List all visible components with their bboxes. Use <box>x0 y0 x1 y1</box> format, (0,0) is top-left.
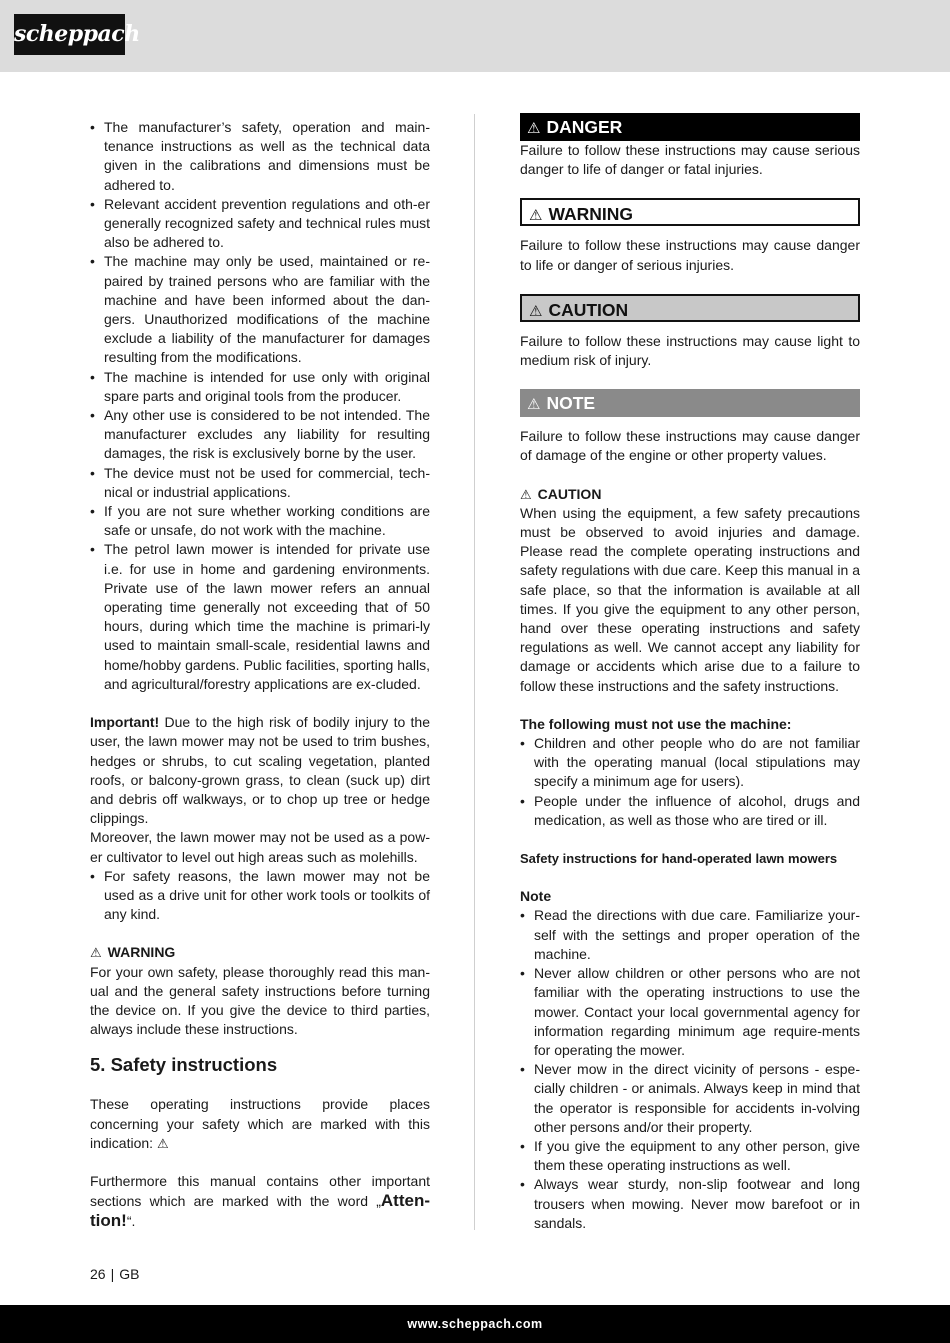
list-item: • The petrol lawn mower is intended for private use i.e. for use in home and gardening environments. Private use of the lawn mower refers an annual operating time generally not exceeding that of 50 hours, during which time the machine is primari-ly used to maintain small-scale, residential lawns and home/hobby gardens. Public facilities, sporting halls, and agricultural/forestry applications are ex-cluded. <box>90 540 430 694</box>
section-heading: 5. Safety instructions <box>90 1054 278 1076</box>
list-item: • Always wear sturdy, non-slip footwear and long trousers when mowing. Never mow barefoot or in sandals. <box>520 1175 860 1233</box>
danger-label: DANGER <box>546 117 623 137</box>
safety-intro-paragraph <box>90 1095 430 1153</box>
right-column <box>520 113 860 1233</box>
warning-box <box>520 198 860 226</box>
list-item: • Any other use is considered to be not intended. The manufacturer excludes any liability for resulting damages, the risk is exclusively borne by the user. <box>90 406 430 464</box>
list-item: • If you give the equipment to any other person, give them these operating instructions as well. <box>520 1137 860 1175</box>
warning-heading <box>90 943 430 962</box>
caution-heading <box>520 485 860 504</box>
page-separator: | <box>110 1266 115 1282</box>
warning-triangle-icon: ⚠ <box>529 302 543 320</box>
note-list <box>520 906 860 1232</box>
warning-triangle-icon: ⚠ <box>527 396 541 414</box>
list-item: • Read the directions with due care. Familiarize your-self with the settings and proper operation of the machine. <box>520 906 860 964</box>
note-text: Failure to follow these instructions may cause danger of damage of the engine or other property values. <box>520 428 860 464</box>
further-paragraph <box>90 1172 430 1232</box>
attention-word: Atten-tion! <box>90 1191 430 1231</box>
warning-triangle-icon: ⚠ <box>529 207 543 225</box>
column-divider <box>474 114 475 1230</box>
important-text: Due to the high risk of bodily injury to the user, the lawn mower may not be used to trim bushes, hedges or shrubs, to cut scaling vegetation, planted roofs, or balcony-grown grass, to clean (suck up) dirt and debris off walkways, or to chop up tree or hedge clippings. <box>90 714 430 827</box>
list-item: • The device must not be used for commercial, tech-nical or industrial applications. <box>90 464 430 502</box>
list-item: • Never allow children or other persons who are not familiar with the operating instructions to use the mower. Contact your local governmental agency for information regarding minimum age require-ments for operating the mower. <box>520 964 860 1060</box>
warning-paragraph: For your own safety, please thoroughly read this man-ual and the general safety instructions before turning the device on. If you give the device to third parties, always include these instructions. <box>90 963 430 1038</box>
important-label: Important! <box>90 714 160 731</box>
must-not-list <box>520 734 860 830</box>
moreover-paragraph: Moreover, the lawn mower may not be used as a pow-er cultivator to level out high areas such as molehills. <box>90 829 430 865</box>
left-column <box>90 118 430 1232</box>
further-text: Furthermore this manual contains other important sections which are marked with the word „ <box>90 1172 430 1210</box>
caution-box <box>520 294 860 322</box>
list-item: • Relevant accident prevention regulations and oth-er generally recognized safety and technical rules must also be adhered to. <box>90 195 430 253</box>
warning-triangle-icon: ⚠ <box>156 1135 169 1151</box>
website-link[interactable]: www.scheppach.com <box>407 1317 543 1331</box>
language-code: GB <box>119 1266 140 1282</box>
general-safety-list <box>90 118 430 694</box>
danger-box <box>520 113 860 141</box>
list-item: • The machine is intended for use only with original spare parts and original tools from the producer. <box>90 368 430 406</box>
hand-mowers-heading: Safety instructions for hand-operated lawn mowers <box>520 851 838 867</box>
warning-label: WARNING <box>107 944 176 961</box>
list-item: • For safety reasons, the lawn mower may not be used as a drive unit for other work tools or toolkits of any kind. <box>90 867 430 925</box>
page-number-value: 26 <box>90 1266 106 1282</box>
note-heading: Note <box>520 888 552 905</box>
caution-paragraph: When using the equipment, a few safety precautions must be observed to avoid injuries and damage. Please read the complete operating instructions and safety regulations with due care. Keep this manual in a safe place, so that the information is available at all times. If you give the equipment to any other person, hand over these operating instructions and safety regulations as well. We cannot accept any liability for damage or accidents which arise due to a failure to follow these instructions and the safety instructions. <box>520 504 860 694</box>
warning-text: Failure to follow these instructions may cause danger to life or danger of serious injuries. <box>520 237 860 273</box>
safety-intro-text: These operating instructions provide places concerning your safety which are marked with this indication: <box>90 1096 430 1151</box>
footer-bar <box>0 1305 950 1343</box>
list-item: • Children and other people who do are not familiar with the operating manual (local stipulations may specify a minimum age for users). <box>520 734 860 792</box>
list-item: • The machine may only be used, maintained or re-paired by trained persons who are familiar with the machine and have been informed about the dan-gers. Unauthorized modifications of the machine exclude a liability of the manufacturer for damages resulting from the modifications. <box>90 252 430 367</box>
list-item: • People under the influence of alcohol, drugs and medication, as well as those who are tired or ill. <box>520 792 860 830</box>
caution-text: Failure to follow these instructions may cause light to medium risk of injury. <box>520 332 860 369</box>
list-item: • The manufacturer’s safety, operation and main-tenance instructions as well as the technical data given in the calibrations and dimensions must be adhered to. <box>90 118 430 195</box>
note-box <box>520 389 860 417</box>
caution-label: CAUTION <box>548 299 629 320</box>
list-item: • Never mow in the direct vicinity of persons - espe-cially children - or animals. Always keep in mind that the operator is responsible for accidents in-volving other persons and/or their property. <box>520 1060 860 1137</box>
page-header <box>0 0 950 72</box>
warning-label: WARNING <box>548 204 634 225</box>
list-item: • If you are not sure whether working conditions are safe or unsafe, do not work with the machine. <box>90 502 430 540</box>
caution-label: CAUTION <box>537 485 602 502</box>
warning-triangle-icon: ⚠ <box>520 486 532 502</box>
must-not-heading: The following must not use the machine: <box>520 715 792 732</box>
warning-triangle-icon: ⚠ <box>527 120 541 137</box>
important-paragraph <box>90 713 430 828</box>
note-label: NOTE <box>546 393 596 414</box>
danger-text: Failure to follow these instructions may cause serious danger to life of danger or fatal injuries. <box>520 142 860 178</box>
drive-unit-list <box>90 867 430 925</box>
scheppach-logo: scheppach <box>14 14 125 55</box>
warning-triangle-icon: ⚠ <box>90 945 102 961</box>
page-number <box>90 1265 139 1284</box>
further-end: “. <box>126 1213 136 1230</box>
